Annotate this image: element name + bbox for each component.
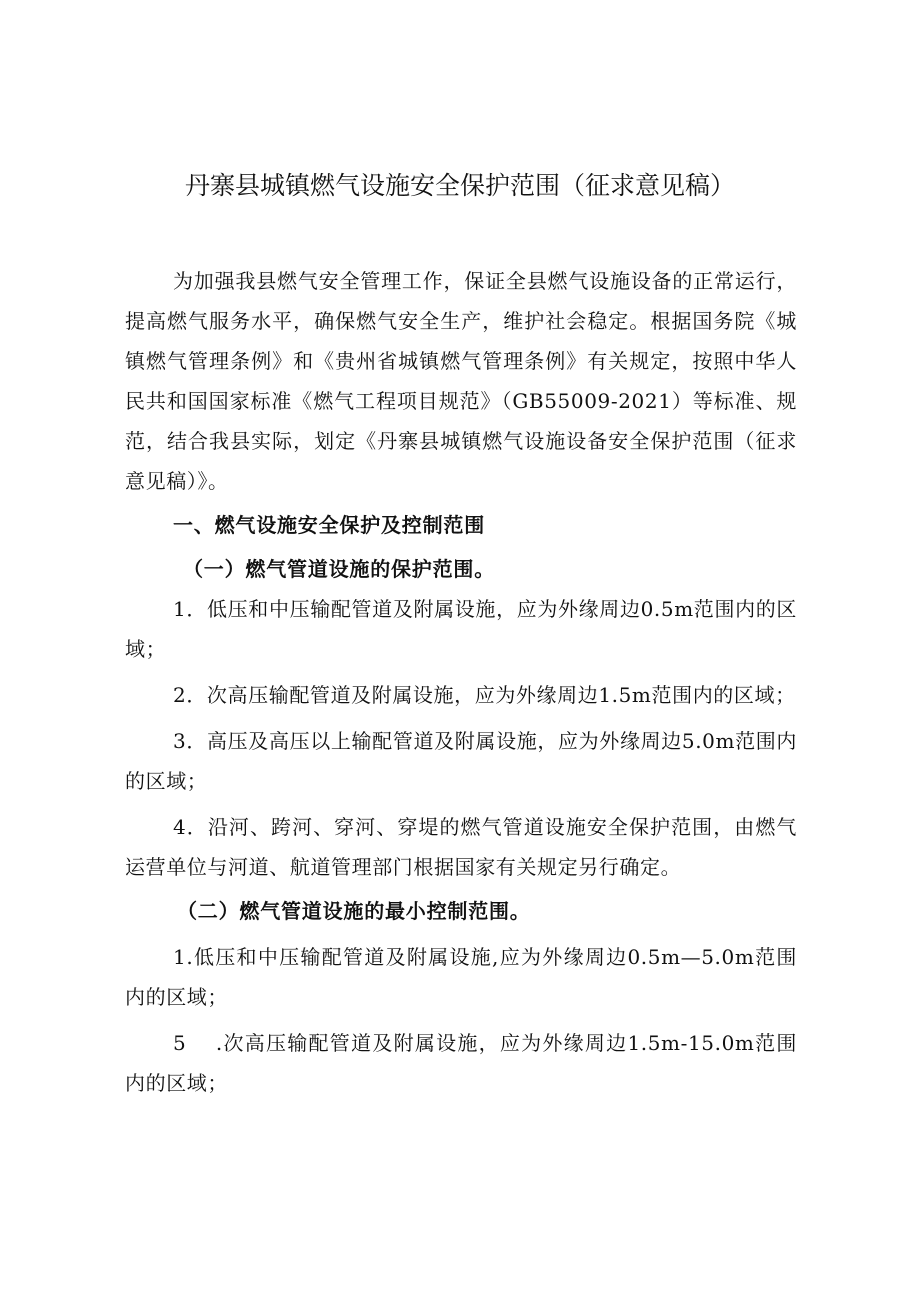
protection-item-4: 4．沿河、跨河、穿河、穿堤的燃气管道设施安全保护范围，由燃气运营单位与河道、航道管理部门根据国家有关规定另行确定。: [125, 815, 797, 879]
intro-paragraph: 为加强我县燃气安全管理工作，保证全县燃气设施设备的正常运行，提高燃气服务水平，确保燃气安全生产，维护社会稳定。根据国务院《城镇燃气管理条例》和《贵州省城镇燃气管理条例》有关规定，按照中华人民共和国国家标准《燃气工程项目规范》（GB55009-2021）等标准、规范，结合我县实际，划定《丹寨县城镇燃气设施设备安全保护范围（征求意见稿）》。: [125, 269, 797, 493]
protection-item-1: 1．低压和中压输配管道及附属设施，应为外缘周边0.5m范围内的区域；: [125, 597, 797, 661]
subsection-heading-protection: （一）燃气管道设施的保护范围。: [183, 557, 495, 581]
document-body: [125, 261, 797, 1103]
subsection-heading-control: （二）燃气管道设施的最小控制范围。: [177, 899, 531, 923]
protection-item-3: 3．高压及高压以上输配管道及附属设施，应为外缘周边5.0m范围内的区域；: [125, 729, 797, 793]
control-item-2: 5 .次高压输配管道及附属设施，应为外缘周边1.5m-15.0m范围内的区域；: [125, 1031, 797, 1095]
control-item-1: 1.低压和中压输配管道及附属设施,应为外缘周边0.5m—5.0m范围内的区域；: [125, 945, 797, 1009]
section-heading: 一、燃气设施安全保护及控制范围: [173, 513, 485, 537]
document-title: 丹寨县城镇燃气设施安全保护范围（征求意见稿）: [184, 171, 735, 200]
protection-item-2: 2．次高压输配管道及附属设施，应为外缘周边1.5m范围内的区域；: [173, 683, 796, 707]
